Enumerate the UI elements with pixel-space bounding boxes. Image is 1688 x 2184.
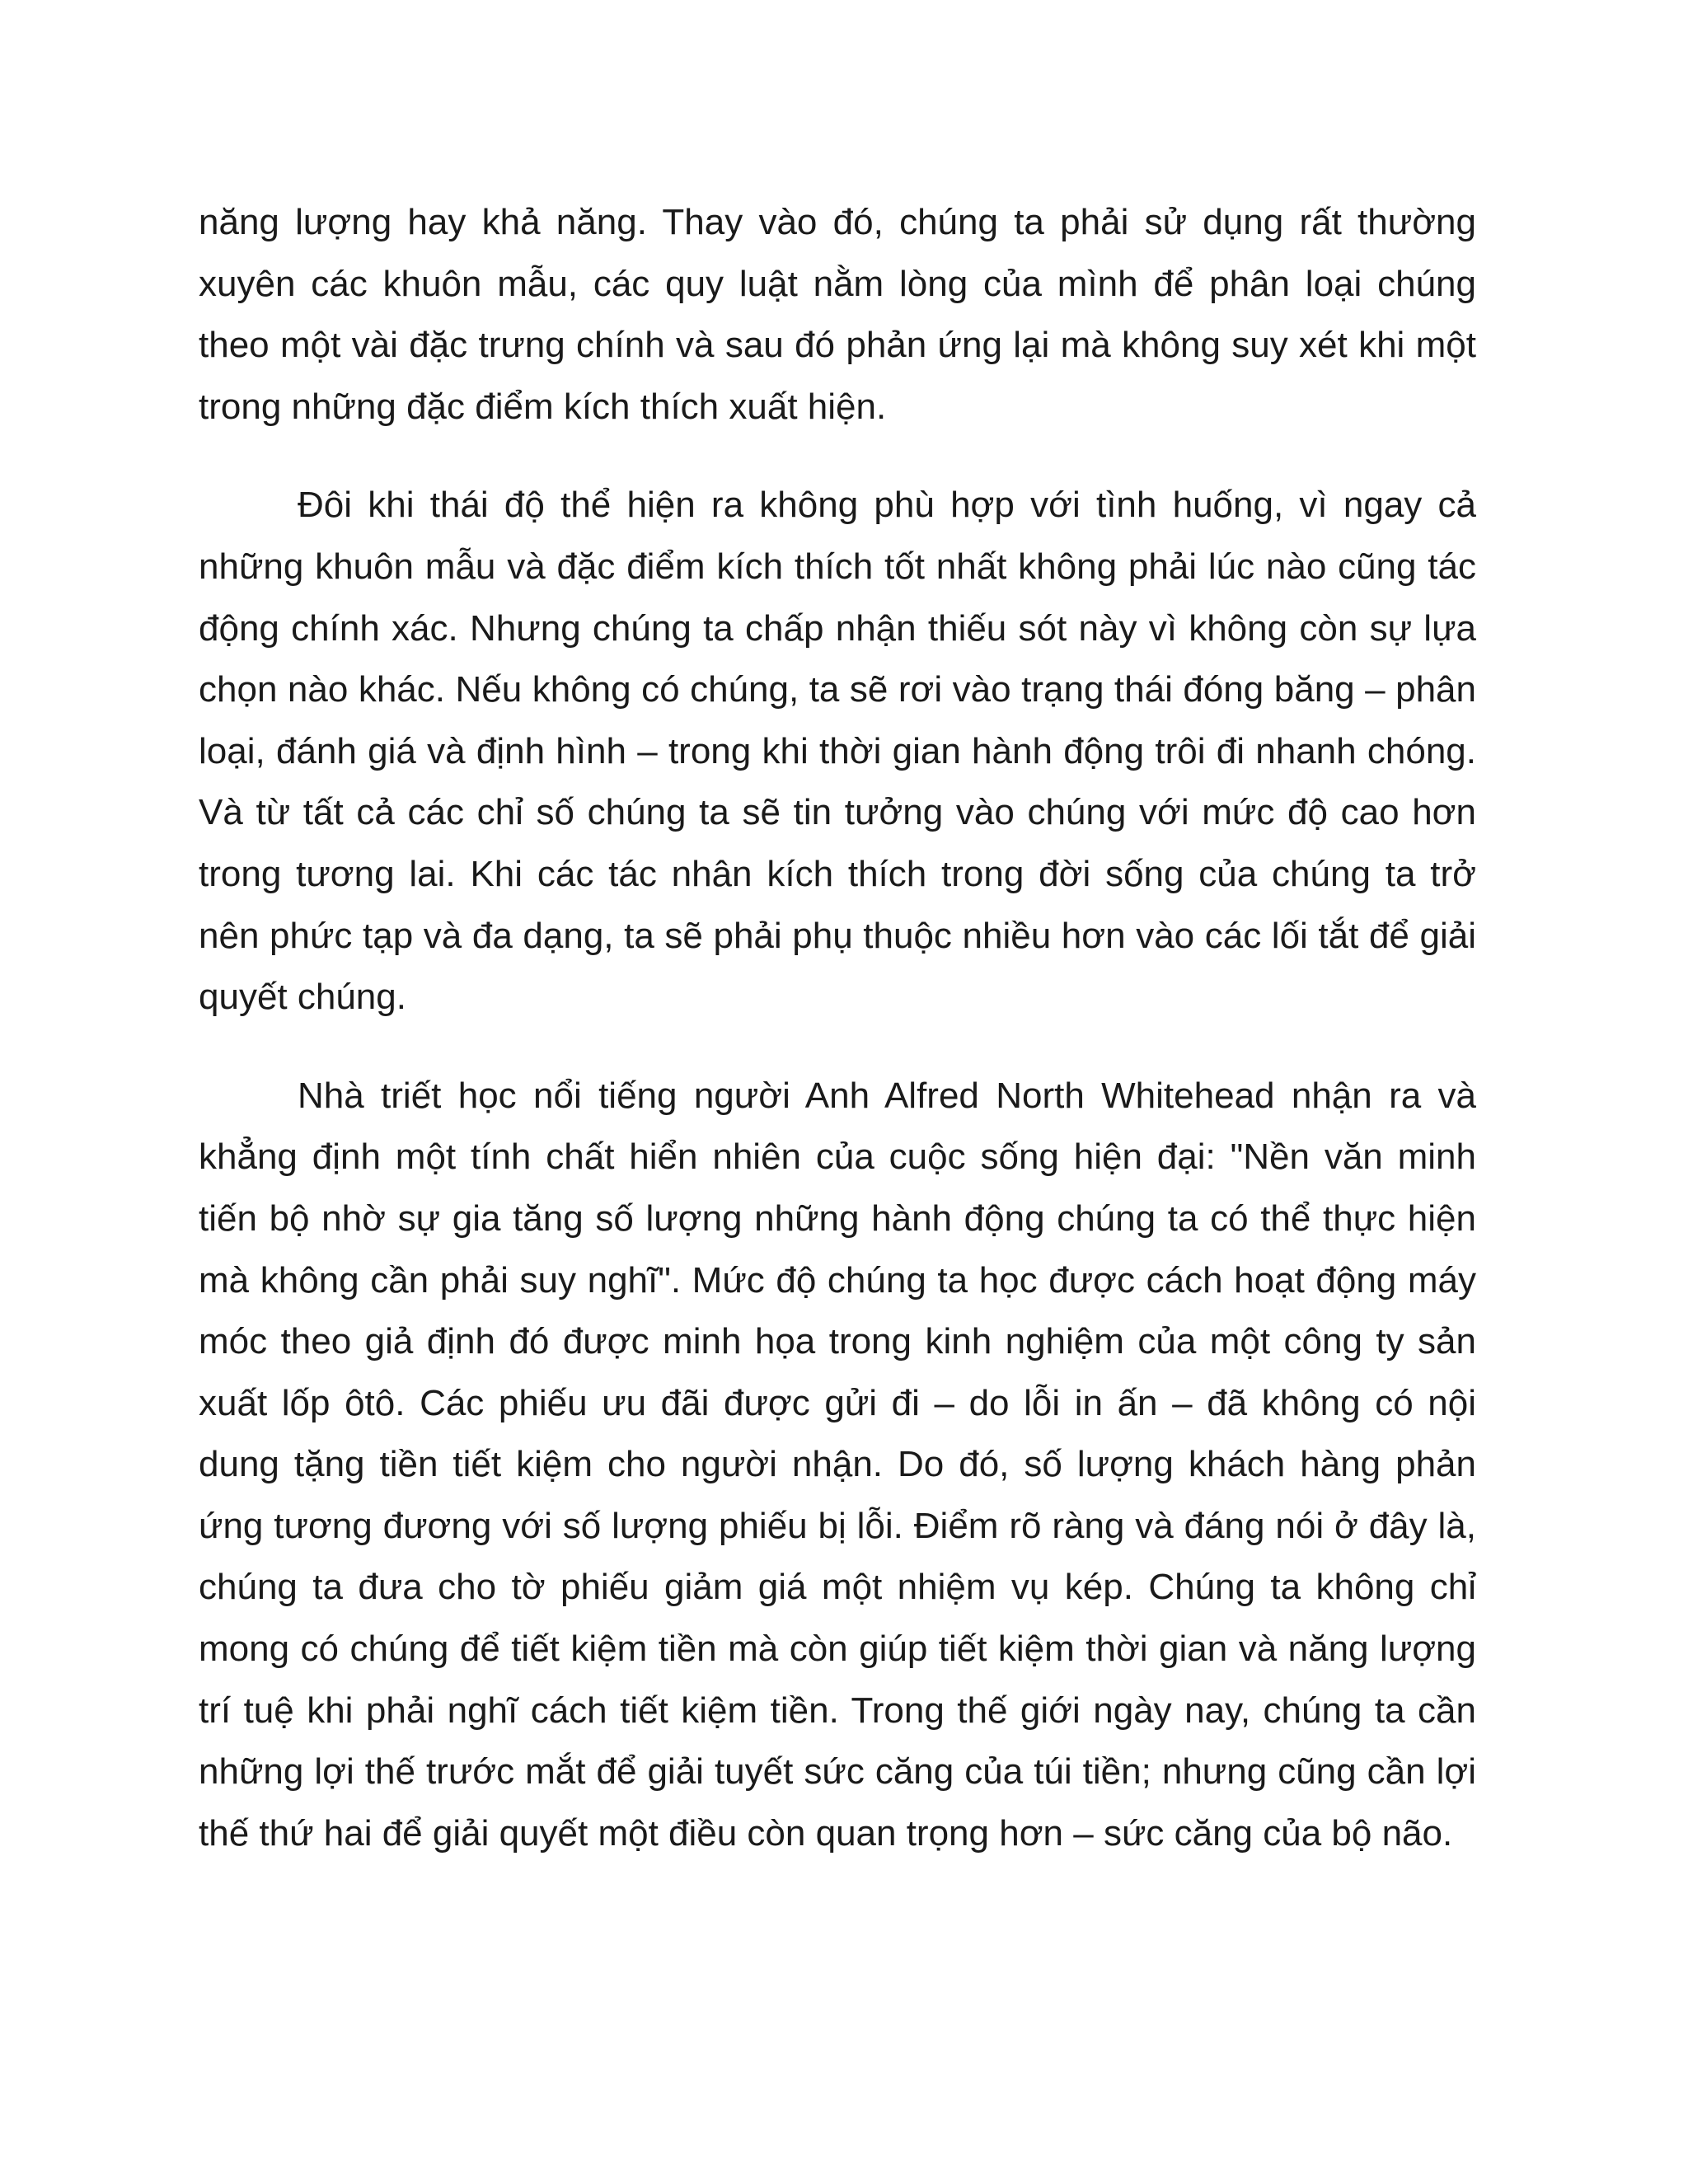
paragraph-1: năng lượng hay khả năng. Thay vào đó, chúng ta phải sử dụng rất thường xuyên các khuôn mẫu, các quy luật nằm lòng của mình để phân loại chúng theo một vài đặc trưng chính và sau đó phản ứng lại mà không suy xét khi một trong những đặc điểm kích thích xuất hiện.: [199, 202, 1476, 427]
paragraph-3: Nhà triết học nổi tiếng người Anh Alfred North Whitehead nhận ra và khẳng định một tính chất hiển nhiên của cuộc sống hiện đại: "Nền văn minh tiến bộ nhờ sự gia tăng số lượng những hành động chúng ta có thể thực hiện mà không cần phải suy nghĩ". Mức độ chúng ta học được cách hoạt động máy móc theo giả định đó được minh họa trong kinh nghiệm của một công ty sản xuất lốp ôtô. Các phiếu ưu đãi được gửi đi – do lỗi in ấn – đã không có nội dung tặng tiền tiết kiệm cho người nhận. Do đó, số lượng khách hàng phản ứng tương đương với số lượng phiếu bị lỗi. Điểm rõ ràng và đáng nói ở đây là, chúng ta đưa cho tờ phiếu giảm giá một nhiệm vụ kép. Chúng ta không chỉ mong có chúng để tiết kiệm tiền mà còn giúp tiết kiệm thời gian và năng lượng trí tuệ khi phải nghĩ cách tiết kiệm tiền. Trong thế giới ngày nay, chúng ta cần những lợi thế trước mắt để giải tuyết sức căng của túi tiền; nhưng cũng cần lợi thế thứ hai để giải quyết một điều còn quan trọng hơn – sức căng của bộ não.: [199, 1075, 1476, 1854]
paragraph-2: Đôi khi thái độ thể hiện ra không phù hợp với tình huống, vì ngay cả những khuôn mẫu và đặc điểm kích thích tốt nhất không phải lúc nào cũng tác động chính xác. Nhưng chúng ta chấp nhận thiếu sót này vì không còn sự lựa chọn nào khác. Nếu không có chúng, ta sẽ rơi vào trạng thái đóng băng – phân loại, đánh giá và định hình – trong khi thời gian hành động trôi đi nhanh chóng. Và từ tất cả các chỉ số chúng ta sẽ tin tưởng vào chúng với mức độ cao hơn trong tương lai. Khi các tác nhân kích thích trong đời sống của chúng ta trở nên phức tạp và đa dạng, ta sẽ phải phụ thuộc nhiều hơn vào các lối tắt để giải quyết chúng.: [199, 485, 1476, 1018]
body-text: [199, 192, 1476, 1864]
